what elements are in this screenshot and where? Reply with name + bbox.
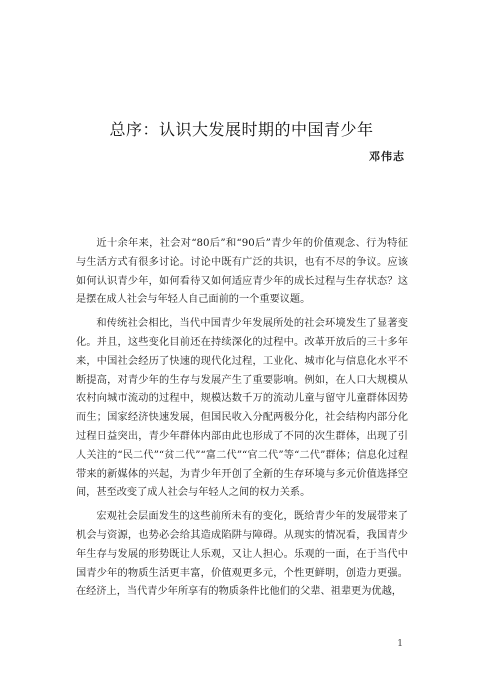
page-title: 总序：认识大发展时期的中国青少年	[109, 120, 374, 139]
author-name: 邓伟志	[369, 150, 405, 163]
paragraph-3: 宏观社会层面发生的这些前所未有的变化，既给青少年的发展带来了机会与资源，也势必会给其造成陷阱与障碍。从现实的情况看，我国青少年生存与发展的形势既让人乐观，又让人担心。乐观的一面，在于当代中国青少年的物质生活更丰富，价值观更多元，个性更鲜明，创造力更强。在经济上，当代青少年所享有的物质条件比他们的父辈、祖辈更为优越，	[76, 511, 408, 598]
paragraph-2: 和传统社会相比，当代中国青少年发展所处的社会环境发生了显著变化。并且，这些变化目前还在持续深化的过程中。改革开放后的三十多年来，中国社会经历了快速的现代化过程，工业化、城市化与信息化水平不断提高，对青少年的生存与发展产生了重要影响。例如，在人口大规模从农村向城市流动的过程中，规模达数千万的流动儿童与留守儿童群体因势而生；国家经济快速发展，但国民收入分配两极分化，社会结构内部分化过程日益突出，青少年群体内部由此也形成了不同的次生群体，出现了引人关注的“民二代”“贫二代”“富二代”“官二代”等“二代”群体；信息化过程带来的新媒体的兴起，为青少年开创了全新的生存环境与多元价值选择空间，甚至改变了成人社会与年轻人之间的权力关系。	[76, 318, 408, 499]
paragraph-1: 近十余年来，社会对“80后”和“90后”青少年的价值观念、行为特征与生活方式有很多讨论。讨论中既有广泛的共识，也有不尽的争议。应该如何认识青少年，如何看待又如何适应青少年的成长过程与生存状态？这是摆在成人社会与年轻人自己面前的一个重要议题。	[76, 238, 408, 306]
page-number: 1	[397, 639, 403, 649]
body-text	[76, 235, 408, 607]
